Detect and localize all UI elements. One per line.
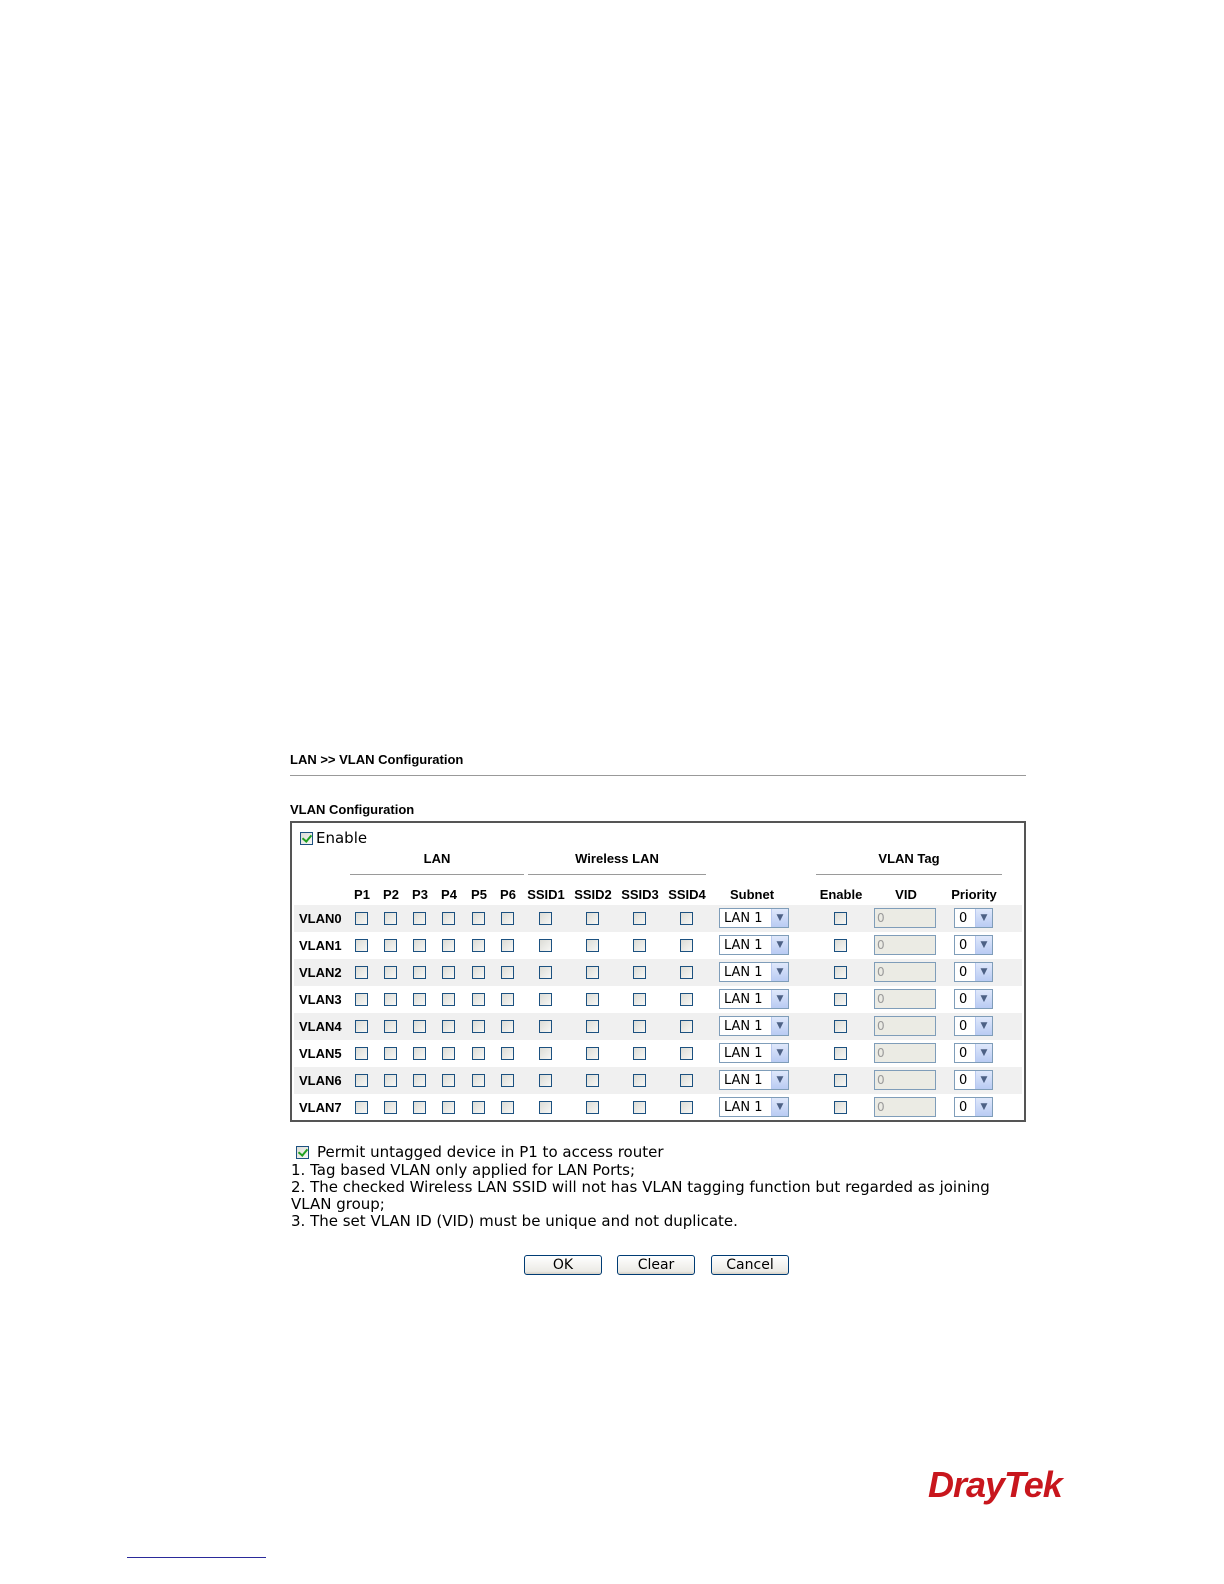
member-checkbox-p5[interactable] (472, 912, 485, 925)
chevron-down-icon[interactable]: ▼ (975, 909, 992, 927)
subnet-select[interactable] (719, 935, 789, 955)
priority-select[interactable] (954, 962, 993, 982)
member-checkbox-ssid4[interactable] (680, 1101, 693, 1114)
section-title: VLAN Configuration (290, 802, 415, 817)
member-checkbox-p3[interactable] (413, 939, 426, 952)
column-header-p3: P3 (412, 887, 428, 902)
vid-input[interactable]: 0 (874, 1016, 936, 1036)
vlan-tag-enable-checkbox[interactable] (834, 939, 847, 952)
subnet-value: LAN 1 (724, 1072, 763, 1088)
member-checkbox-p6[interactable] (501, 993, 514, 1006)
member-checkbox-ssid4[interactable] (680, 912, 693, 925)
member-checkbox-ssid3[interactable] (633, 1020, 646, 1033)
subnet-value: LAN 1 (724, 964, 763, 980)
group-divider-vlan-tag (816, 874, 1002, 875)
priority-value: 0 (959, 1018, 968, 1034)
member-checkbox-ssid4[interactable] (680, 966, 693, 979)
member-checkbox-p2[interactable] (384, 1020, 397, 1033)
subnet-value: LAN 1 (724, 1018, 763, 1034)
chevron-down-icon[interactable]: ▼ (975, 936, 992, 954)
subnet-value: LAN 1 (724, 910, 763, 926)
priority-value: 0 (959, 1045, 968, 1061)
priority-select[interactable] (954, 1097, 993, 1117)
column-header-p5: P5 (471, 887, 487, 902)
group-header-wireless-lan: Wireless LAN (575, 851, 659, 866)
member-checkbox-p5[interactable] (472, 993, 485, 1006)
member-checkbox-p1[interactable] (355, 966, 368, 979)
cancel-button[interactable]: Cancel (711, 1255, 789, 1275)
chevron-down-icon[interactable]: ▼ (771, 990, 788, 1008)
subnet-select[interactable] (719, 1097, 789, 1117)
priority-select[interactable] (954, 1070, 993, 1090)
vlan-row-label: VLAN4 (299, 1019, 342, 1034)
page-title: LAN >> VLAN Configuration (290, 752, 464, 767)
priority-value: 0 (959, 910, 968, 926)
subnet-value: LAN 1 (724, 1045, 763, 1061)
member-checkbox-p5[interactable] (472, 939, 485, 952)
member-checkbox-ssid3[interactable] (633, 912, 646, 925)
vlan-row (294, 986, 1022, 1013)
member-checkbox-p3[interactable] (413, 993, 426, 1006)
chevron-down-icon[interactable]: ▼ (771, 1098, 788, 1116)
chevron-down-icon[interactable]: ▼ (771, 1017, 788, 1035)
member-checkbox-p6[interactable] (501, 1020, 514, 1033)
subnet-value: LAN 1 (724, 937, 763, 953)
vlan-config-panel (290, 821, 1026, 1122)
column-header-ssid4: SSID4 (668, 887, 706, 902)
title-divider (290, 775, 1026, 776)
member-checkbox-ssid3[interactable] (633, 1101, 646, 1114)
member-checkbox-p2[interactable] (384, 966, 397, 979)
group-divider-lan (350, 874, 524, 875)
subnet-select[interactable] (719, 908, 789, 928)
member-checkbox-ssid1[interactable] (539, 1020, 552, 1033)
chevron-down-icon[interactable]: ▼ (975, 1098, 992, 1116)
member-checkbox-p4[interactable] (442, 993, 455, 1006)
subnet-select[interactable] (719, 989, 789, 1009)
member-checkbox-ssid3[interactable] (633, 993, 646, 1006)
member-checkbox-ssid3[interactable] (633, 966, 646, 979)
chevron-down-icon[interactable]: ▼ (771, 909, 788, 927)
member-checkbox-p4[interactable] (442, 966, 455, 979)
column-header-p2: P2 (383, 887, 399, 902)
member-checkbox-p2[interactable] (384, 993, 397, 1006)
member-checkbox-p4[interactable] (442, 912, 455, 925)
note-3: 3. The set VLAN ID (VID) must be unique and not duplicate. (291, 1212, 738, 1230)
footer-link-underline (127, 1557, 266, 1558)
chevron-down-icon[interactable]: ▼ (771, 936, 788, 954)
member-checkbox-ssid1[interactable] (539, 993, 552, 1006)
column-header-p6: P6 (500, 887, 516, 902)
member-checkbox-ssid2[interactable] (586, 966, 599, 979)
group-header-vlan-tag: VLAN Tag (878, 851, 940, 866)
column-header-subnet: Subnet (729, 887, 775, 902)
chevron-down-icon[interactable]: ▼ (771, 963, 788, 981)
chevron-down-icon[interactable]: ▼ (975, 990, 992, 1008)
member-checkbox-p1[interactable] (355, 912, 368, 925)
clear-button[interactable]: Clear (617, 1255, 695, 1275)
member-checkbox-p5[interactable] (472, 1047, 485, 1060)
priority-value: 0 (959, 991, 968, 1007)
permit-untagged-label: Permit untagged device in P1 to access router (317, 1143, 664, 1161)
member-checkbox-p6[interactable] (501, 1101, 514, 1114)
member-checkbox-p3[interactable] (413, 1074, 426, 1087)
vid-input[interactable]: 0 (874, 1097, 936, 1117)
vlan-row (294, 959, 1022, 986)
member-checkbox-p6[interactable] (501, 1047, 514, 1060)
member-checkbox-p2[interactable] (384, 912, 397, 925)
member-checkbox-p5[interactable] (472, 1101, 485, 1114)
member-checkbox-p6[interactable] (501, 966, 514, 979)
vlan-row (294, 1094, 1022, 1121)
member-checkbox-p4[interactable] (442, 939, 455, 952)
subnet-select[interactable] (719, 1043, 789, 1063)
member-checkbox-ssid1[interactable] (539, 1047, 552, 1060)
priority-select[interactable] (954, 1043, 993, 1063)
member-checkbox-p1[interactable] (355, 1101, 368, 1114)
enable-toggle[interactable] (300, 829, 367, 847)
member-checkbox-ssid4[interactable] (680, 1074, 693, 1087)
subnet-select[interactable] (719, 1016, 789, 1036)
member-checkbox-ssid2[interactable] (586, 1101, 599, 1114)
member-checkbox-ssid1[interactable] (539, 966, 552, 979)
priority-value: 0 (959, 937, 968, 953)
enable-label: Enable (316, 829, 368, 847)
member-checkbox-p5[interactable] (472, 966, 485, 979)
priority-select[interactable] (954, 935, 993, 955)
member-checkbox-p1[interactable] (355, 993, 368, 1006)
group-divider-wireless-lan (528, 874, 706, 875)
member-checkbox-p5[interactable] (472, 1020, 485, 1033)
member-checkbox-ssid2[interactable] (586, 912, 599, 925)
vlan-tag-enable-checkbox[interactable] (834, 993, 847, 1006)
subnet-value: LAN 1 (724, 991, 763, 1007)
member-checkbox-ssid1[interactable] (539, 912, 552, 925)
priority-value: 0 (959, 1072, 968, 1088)
member-checkbox-p2[interactable] (384, 1101, 397, 1114)
chevron-down-icon[interactable]: ▼ (771, 1071, 788, 1089)
member-checkbox-p6[interactable] (501, 939, 514, 952)
priority-select[interactable] (954, 908, 993, 928)
member-checkbox-p2[interactable] (384, 1074, 397, 1087)
subnet-select[interactable] (719, 962, 789, 982)
member-checkbox-ssid3[interactable] (633, 1074, 646, 1087)
notes (291, 1162, 1031, 1230)
ok-button[interactable]: OK (524, 1255, 602, 1275)
note-2: 2. The checked Wireless LAN SSID will not has VLAN tagging function but regarded as joining VLAN group; (291, 1178, 990, 1213)
member-checkbox-ssid2[interactable] (586, 1020, 599, 1033)
member-checkbox-p3[interactable] (413, 1020, 426, 1033)
column-header-ssid2: SSID2 (574, 887, 612, 902)
member-checkbox-p5[interactable] (472, 1074, 485, 1087)
chevron-down-icon[interactable]: ▼ (975, 1017, 992, 1035)
member-checkbox-ssid1[interactable] (539, 1101, 552, 1114)
vid-input[interactable]: 0 (874, 962, 936, 982)
member-checkbox-p4[interactable] (442, 1074, 455, 1087)
member-checkbox-ssid2[interactable] (586, 939, 599, 952)
group-header-lan: LAN (423, 851, 451, 866)
vlan-row-label: VLAN7 (299, 1100, 342, 1115)
member-checkbox-p3[interactable] (413, 966, 426, 979)
chevron-down-icon[interactable]: ▼ (975, 1044, 992, 1062)
enable-checkbox[interactable] (300, 832, 313, 845)
vlan-row (294, 1013, 1022, 1040)
draytek-logo: DrayTek (928, 1464, 1062, 1505)
vlan-tag-enable-checkbox[interactable] (834, 912, 847, 925)
member-checkbox-p4[interactable] (442, 1101, 455, 1114)
member-checkbox-ssid2[interactable] (586, 1047, 599, 1060)
member-checkbox-p6[interactable] (501, 912, 514, 925)
member-checkbox-ssid2[interactable] (586, 1074, 599, 1087)
member-checkbox-ssid1[interactable] (539, 939, 552, 952)
vlan-tag-enable-checkbox[interactable] (834, 1101, 847, 1114)
column-header-vid: VID (895, 887, 917, 902)
member-checkbox-p1[interactable] (355, 1074, 368, 1087)
vid-input[interactable]: 0 (874, 935, 936, 955)
member-checkbox-p3[interactable] (413, 912, 426, 925)
vlan-row-label: VLAN1 (299, 938, 342, 953)
member-checkbox-p1[interactable] (355, 1047, 368, 1060)
note-1: 1. Tag based VLAN only applied for LAN Ports; (291, 1161, 636, 1179)
member-checkbox-ssid4[interactable] (680, 993, 693, 1006)
priority-select[interactable] (954, 989, 993, 1009)
member-checkbox-p1[interactable] (355, 1020, 368, 1033)
column-header-p4: P4 (441, 887, 457, 902)
vlan-row (294, 1067, 1022, 1094)
permit-untagged-option[interactable] (296, 1143, 664, 1161)
member-checkbox-ssid4[interactable] (680, 939, 693, 952)
column-header-priority: Priority (951, 887, 997, 902)
member-checkbox-p3[interactable] (413, 1047, 426, 1060)
member-checkbox-p2[interactable] (384, 1047, 397, 1060)
priority-value: 0 (959, 964, 968, 980)
vlan-row-label: VLAN6 (299, 1073, 342, 1088)
vlan-row-label: VLAN5 (299, 1046, 342, 1061)
member-checkbox-ssid3[interactable] (633, 939, 646, 952)
vlan-row-label: VLAN3 (299, 992, 342, 1007)
column-header-p1: P1 (354, 887, 370, 902)
chevron-down-icon[interactable]: ▼ (975, 963, 992, 981)
chevron-down-icon[interactable]: ▼ (975, 1071, 992, 1089)
permit-untagged-checkbox[interactable] (296, 1146, 309, 1159)
vlan-tag-enable-checkbox[interactable] (834, 1074, 847, 1087)
vid-input[interactable]: 0 (874, 989, 936, 1009)
vid-input[interactable]: 0 (874, 1070, 936, 1090)
vlan-row (294, 932, 1022, 959)
subnet-value: LAN 1 (724, 1099, 763, 1115)
member-checkbox-p3[interactable] (413, 1101, 426, 1114)
priority-value: 0 (959, 1099, 968, 1115)
member-checkbox-ssid1[interactable] (539, 1074, 552, 1087)
member-checkbox-p4[interactable] (442, 1020, 455, 1033)
vid-input[interactable]: 0 (874, 908, 936, 928)
vid-input[interactable]: 0 (874, 1043, 936, 1063)
vlan-row-label: VLAN0 (299, 911, 342, 926)
subnet-select[interactable] (719, 1070, 789, 1090)
member-checkbox-ssid2[interactable] (586, 993, 599, 1006)
member-checkbox-p4[interactable] (442, 1047, 455, 1060)
member-checkbox-ssid4[interactable] (680, 1047, 693, 1060)
member-checkbox-ssid3[interactable] (633, 1047, 646, 1060)
member-checkbox-ssid4[interactable] (680, 1020, 693, 1033)
chevron-down-icon[interactable]: ▼ (771, 1044, 788, 1062)
vlan-row-label: VLAN2 (299, 965, 342, 980)
member-checkbox-p2[interactable] (384, 939, 397, 952)
vlan-tag-enable-checkbox[interactable] (834, 1020, 847, 1033)
vlan-tag-enable-checkbox[interactable] (834, 966, 847, 979)
member-checkbox-p6[interactable] (501, 1074, 514, 1087)
vlan-row (294, 905, 1022, 932)
column-header-ssid1: SSID1 (527, 887, 565, 902)
member-checkbox-p1[interactable] (355, 939, 368, 952)
priority-select[interactable] (954, 1016, 993, 1036)
vlan-tag-enable-checkbox[interactable] (834, 1047, 847, 1060)
vlan-row (294, 1040, 1022, 1067)
column-header-ssid3: SSID3 (621, 887, 659, 902)
column-header-enable: Enable (819, 887, 863, 902)
